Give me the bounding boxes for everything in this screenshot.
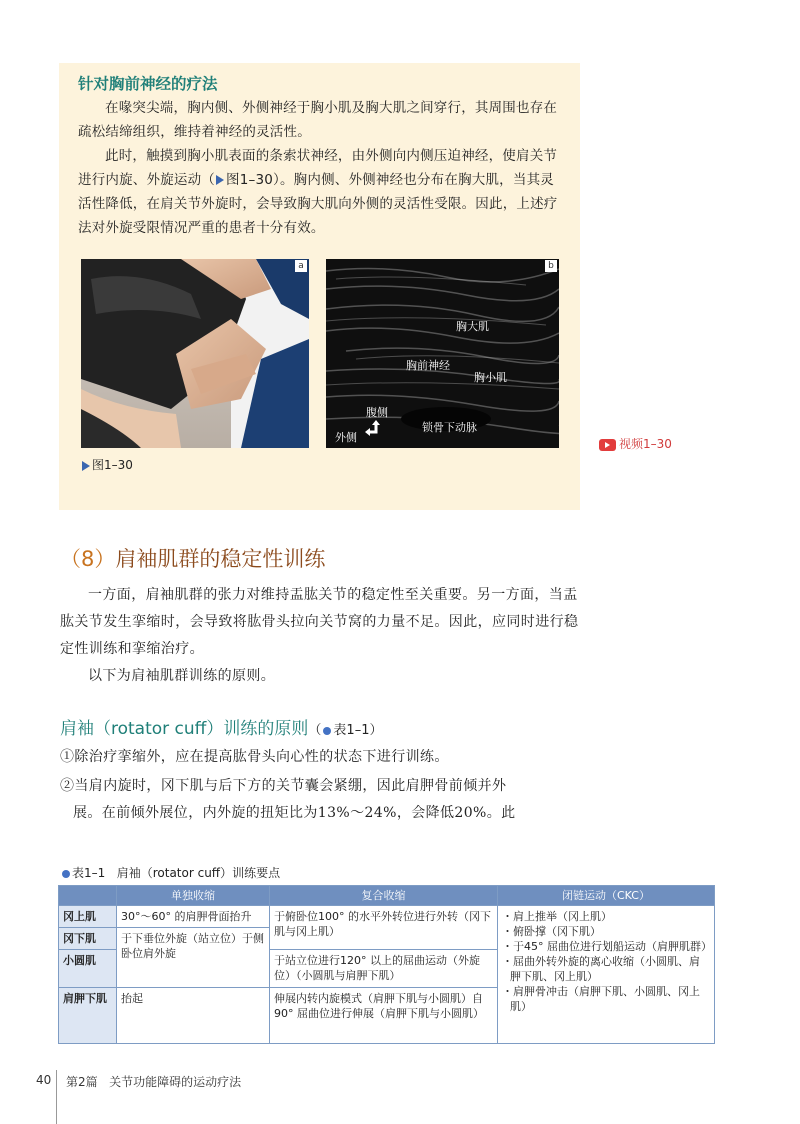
triangle-icon [216,175,224,185]
panel-b-label: b [545,260,557,272]
subheading [60,714,382,739]
ckc-item: ・肩胛骨冲击（肩胛下肌、小圆肌、冈上肌） [502,985,700,1013]
cell-infraspinatus-single: 于下垂位外旋（站立位）于侧卧位肩外旋 [117,928,270,988]
cell-subscapularis-compound: 伸展内转内旋模式（肩胛下肌与小圆肌）自90° 屈曲位进行伸展（肩胛下肌与小圆肌） [270,988,498,1044]
label-lateral: 外侧 [335,431,357,444]
figure-caption-label: 图1–30 [92,458,133,472]
training-table [58,885,715,1044]
footer-part: 第2篇 [66,1075,98,1089]
cell-supraspinatus-compound: 于俯卧位100° 的水平外转位进行外转（冈下肌与冈上肌） [270,906,498,950]
section-heading [60,543,325,573]
row-header-teres-minor: 小圆肌 [59,950,117,988]
video-label: 视频1–30 [619,437,672,451]
figure-ref-label: 图1–30 [226,172,274,188]
subheading-text: 肩袖（rotator cuff）训练的原则 [60,719,309,739]
label-ventral: 腹侧 [366,406,388,419]
figure-caption [81,456,133,473]
table-ref-close: ） [369,723,383,738]
table-ref-open: （ [308,723,322,738]
table-header-compound: 复合收缩 [270,886,498,906]
cell-teres-minor-compound: 于站立位进行120° 以上的屈曲运动（外旋位）（小圆肌与肩胛下肌） [270,950,498,988]
box-title: 针对胸前神经的疗法 [78,75,218,93]
label-anterior-thoracic-nerve: 胸前神经 [406,359,450,372]
list-item-2a: ②当肩内旋时，冈下肌与后下方的关节囊会紧绷，因此肩胛骨前倾并外 [60,778,507,794]
ckc-item: ・俯卧撑（冈下肌） [502,925,601,938]
ckc-item: ・屈曲外转外旋的离心收缩（小圆肌、肩胛下肌、冈上肌） [502,955,700,983]
running-footer [66,1073,241,1090]
video-link[interactable] [599,435,672,452]
list-item-1: ①除治疗挛缩外，应在提高肱骨头向心性的状态下进行训练。 [60,749,449,765]
palpation-photo-illustration [81,259,309,448]
list-item-2b: 展。在前倾外展位，内外旋的扭矩比为13%～24%，会降低20%。此 [73,805,516,821]
box-paragraph-2-a: 此时，触摸到胸小肌表面的条索状神经，由外侧向内侧压迫神经，使肩关节进行内旋、外旋运动（ [78,148,558,188]
table-ref-link[interactable] [308,723,382,738]
bullet-dot-icon [62,870,70,878]
panel-a-label: a [295,260,307,272]
play-icon [599,439,616,451]
label-pec-minor: 胸小肌 [474,371,507,384]
ckc-list [502,909,710,1014]
section-paragraph-1: 一方面，肩袖肌群的张力对维持盂肱关节的稳定性至关重要。另一方面，当盂肱关节发生挛缩时，会导致将肱骨头拉向关节窝的力量不足。因此，应同时进行稳定性训练和挛缩治疗。 [60,587,579,657]
figure-ref-link[interactable] [215,172,273,188]
ultrasound-image [326,259,559,448]
section-title: 肩袖肌群的稳定性训练 [115,547,326,571]
box-paragraph-2 [78,144,563,240]
label-subclavian-artery: 锁骨下动脉 [422,421,477,434]
table-title-text: 肩袖（rotator cuff）训练要点 [116,866,281,880]
page-number: 40 [36,1073,52,1087]
table-header-ckc: 闭链运动（CKC） [498,886,715,906]
table-ref-label: 表1–1 [333,723,370,738]
box-paragraph-1: 在喙突尖端，胸内侧、外侧神经于胸小肌及胸大肌之间穿行，其周围也存在疏松结缔组织，维持着神经的灵活性。 [78,100,558,140]
ckc-item: ・肩上推举（冈上肌） [502,910,612,923]
photo-palpation [81,259,309,448]
footer-chapter: 关节功能障碍的运动疗法 [109,1075,242,1089]
direction-arrows-icon [364,420,384,440]
cell-ckc [498,906,715,1044]
label-pec-major: 胸大肌 [456,320,489,333]
table-title [60,864,280,881]
cell-subscapularis-single: 抬起 [117,988,270,1044]
cell-supraspinatus-single: 30°～60° 的肩胛骨面抬升 [117,906,270,928]
section-number: （8） [60,547,116,571]
table-label: 表1–1 [72,866,106,880]
box-paragraph-2-b: ）。胸内侧、外侧神经也分布在胸大肌，当其灵活性降低，在肩关节外旋时，会导致胸大肌向外侧的灵活性受限。因此，上述疗法对外旋受限情况严重的患者十分有效。 [78,172,558,236]
row-header-supraspinatus: 冈上肌 [59,906,117,928]
row-header-infraspinatus: 冈下肌 [59,928,117,950]
ckc-item: ・于45° 屈曲位进行划船运动（肩胛肌群） [502,940,712,953]
footer-divider [56,1070,57,1124]
triangle-icon [82,461,90,471]
table-header-corner [59,886,117,906]
row-header-subscapularis: 肩胛下肌 [59,988,117,1044]
section-paragraph-2: 以下为肩袖肌群训练的原则。 [88,668,276,684]
table-header-single: 单独收缩 [117,886,270,906]
bullet-dot-icon [323,727,331,735]
